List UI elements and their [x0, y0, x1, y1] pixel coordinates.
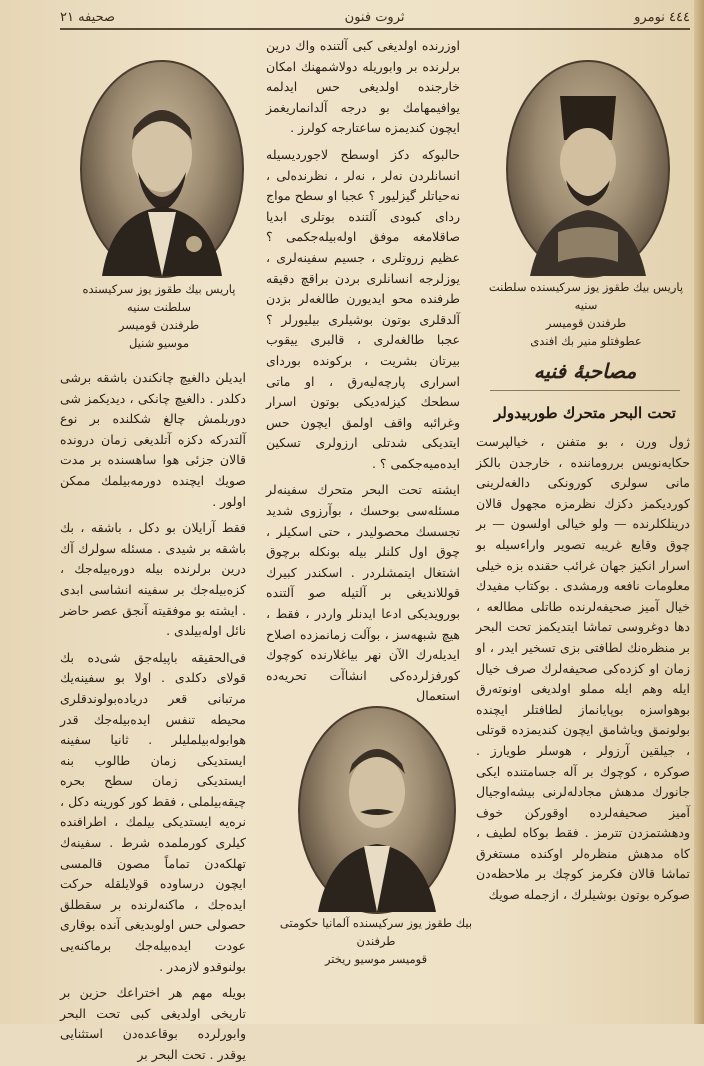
caption-left: [64, 280, 254, 352]
left-paragraph: ایدیلن دالغیچ چانکندن باشقه برشی دکلدر . دالغیچ چانکی ، دیدیکمز شی دوربلمش چالغ شکلنده بر نوع آلتدرکه دکزه آتلدیغی زمان درونده قالان جزئی هوا ساهسنده بر مدت صویك ایچنده دورمه‌بیلمك ممکن اولور .: [60, 370, 246, 509]
caption-right: [488, 278, 684, 350]
header-rule: [60, 28, 690, 30]
left-paragraph: فی‌الحقیقه باپیله‌جق شی‌ده بك قولای دکلدی . اولا بو سفینه‌یك مرتبانی قعر دریاده‌بولوندقلری محیطه‌ تنفس ایده‌بیله‌جك قدر هوابوله‌بیلملیلر . ثانیا سفینه ایستدیکی زمان طالوب بنه ایستدیکی زمان سطح بحره چیقه‌بیلملی ، فقط کور کورینه دکل ، نره‌یه ایستدیکی بیلمك ، اطرافنده کیلری کورملمده شرط . سفینه‌ك تهلکه‌دن تماماً مصون قالمسی ایچون درساوده قولایلقله حرکت ایده‌جك ، ماکنه‌لرنده بر سقطلق حصولی حس اولوبدیغی آنده بوقاری عودت ایده‌بیله‌جك برماکنه‌یی بولنوقدو لازمدر .: [60, 649, 246, 974]
man-with-moustache-portrait-icon: [300, 708, 454, 912]
page-spine: [694, 0, 704, 1024]
middle-column: [266, 36, 460, 704]
magazine-name: ثروت فنون: [344, 9, 405, 25]
caption-bottom: [260, 914, 492, 968]
page-header: [60, 6, 690, 28]
caption-right-line1: پاریس بیك طقوز یوز سرکیسنده سلطنت سنیه: [488, 280, 684, 312]
portrait-bottom: [298, 706, 456, 914]
caption-left-line2: طرفندن قومیسر: [118, 318, 200, 332]
caption-bottom-line1: بیك طقوز یوز سرکیسنده آلمانیا حکومتی طرفندن: [279, 916, 473, 948]
left-paragraph: بویله مهم هر اختراعك حزین بر تاریخی اولدیغی کبی تحت البحر وابورلرده بوقاعده‌دن استثنایی یوقدر . تحت البحر بر: [60, 985, 246, 1062]
middle-paragraph: حالبوکه دکز اوسطح لاجوردیسیله انسانلردن نه‌لر ، نه‌لر ، نظرنده‌لی ، نه‌حیاتلر گیزلیور ؟ عجبا او سطح مواج ردای کبودی آلتنده بوتلری ابدیا صاقلامغه موفق اوله‌بیله‌جکمی ؟ عظیم زروتلری ، جسیم سفینه‌لری ، یوزلرجه انسانلری بردن براقچ دقیقه طرفنده محو ایدیورن طالغه‌لر بزدن آلدقلری بوتون بوشیلری بیلیورلر ؟ عجبا طالغه‌لری ، قالبری ییقوب بیرتان بشریت ، برکونده بوردای اسراری پارچه‌لیه‌رق ، او ماتی سطحك کیزله‌دیکی بوتون اسرار وغرائبه واقف اولمق ایچون حس ایتدیکی شدتلی ارزولری تسکین ایده‌میه‌جکمی ؟ .: [266, 146, 460, 471]
caption-left-line1: پاریس بیك طقوز یوز سرکیسنده سلطنت سنیه: [82, 282, 236, 314]
middle-paragraph: ایشته تحت البحر متحرك سفینه‌لر مسئله‌سی بوحسك ، بوآرزوی شدید تجسسك محصولیدر ، حتی اسکیلر ، چوق اول کلنلر بیله بونکله برچوق اشتغال ایتمشلردر . اسکندر کبیرك قوللاندیغی بر آلتیله صو آلتنده بورویدیکی ادعا ایدنلر واردر ، فقط ، هیچ شبهه‌سز ، بوآلت زمانمزده اصلاح ایدیله‌رك الآن نهر بیاغلارنده‌ کوچوك کورفزلرده‌کی انشاآت تحریه‌ده استعمال: [266, 482, 460, 704]
caption-left-line3: موسیو شنیل: [128, 336, 190, 350]
caption-right-line2: طرفندن قومیسر: [545, 316, 627, 330]
portrait-right: [506, 60, 670, 278]
portrait-left: [80, 60, 244, 278]
caption-right-line3: عطوفتلو منیر بك افندی: [530, 334, 642, 348]
section-heading: مصاحبۀ فنیه: [490, 352, 680, 391]
issue-number: ٤٤٤ نومرو: [634, 9, 690, 25]
left-column: [60, 368, 246, 1062]
article-title: تحت البحر متحرك طوربیدولر: [494, 404, 676, 422]
right-paragraph: ژول ورن ، بو متفنن ، خیالپرست حکایه‌نویس برروماننده ، خارجدن بالکز مانی سولری کورونکی دالغه‌لرینی کوردیکمز دکزك نظرمزه مجهول قالان درینلکلرنده — ولو خیالی اولسون — بر چوق وقایع غریبه تصویر واراءسیله بو اسرار انکیز جهان غرائب حقنده بزه خیلی معلومات نافعه ورمشدی . بوکتاب مفیدك خیال آمیز صحیفه‌لرنده طاتلی مطالعه ، دها دوغروسی تماشا ایتدیکمز تحت البحر بر منظره‌نك لطافتی بزی تسخیر ایدر ، او زمان او کزده‌کی صحیفه‌لرك صرف خیال ایله وهم ایله مملو اولدیغی اونوته‌رق بوهواسزه بوپایانماز لطافتلر ایچنده بولونمق ویاشامق ایچون کندیمزده قوتلی ، جیلقین آرزولر ، هوسلر طویارز . صوکره ، کوچوك بر آله جسامتنده ایکی جانورك مدهش مجادله‌لرنی بیشه‌اوجیال آمیز صحیفه‌لرده اوقورکن خوف ودهشتمزدن تترمز . فقط بوکاه لطیف ، کاه مدهش منظره‌لر اوکنده مستغرق تماشا قالان فکرمز کوچك بر ملاحظه‌دن صوکره بوتون بوشیلرك ، ازجمله صویك: [476, 434, 690, 903]
middle-paragraph: اوزرنده اولدیغی کبی آلتنده واك درین برلرنده بر وابوریله دولاشمهنك امکان خارجنده اولدیغی حس ایدلمه یوافیمهامك بو درجه آلدانماریغمز ایچون کندیمزه ساعتارجه کولرز .: [266, 38, 460, 136]
left-paragraph: فقط آرایلان بو دکل ، باشقه ، بك باشقه بر شیدی . مسئله سولرك آك درین برلرنده بیله دوره‌بیله‌جك ، کزه‌بیله‌جك بر سفینه انشاسی ابدی . ایشته بو موفقیته آنجق عصر حاضر نائل اوله‌بیلدی .: [60, 520, 246, 639]
right-column: [476, 432, 690, 932]
page-number: صحيفه ۲۱: [60, 9, 115, 25]
man-with-fez-portrait-icon: [508, 62, 668, 276]
caption-bottom-line2: قومیسر موسیو ریختر: [324, 952, 428, 966]
man-portrait-icon: [82, 62, 242, 276]
